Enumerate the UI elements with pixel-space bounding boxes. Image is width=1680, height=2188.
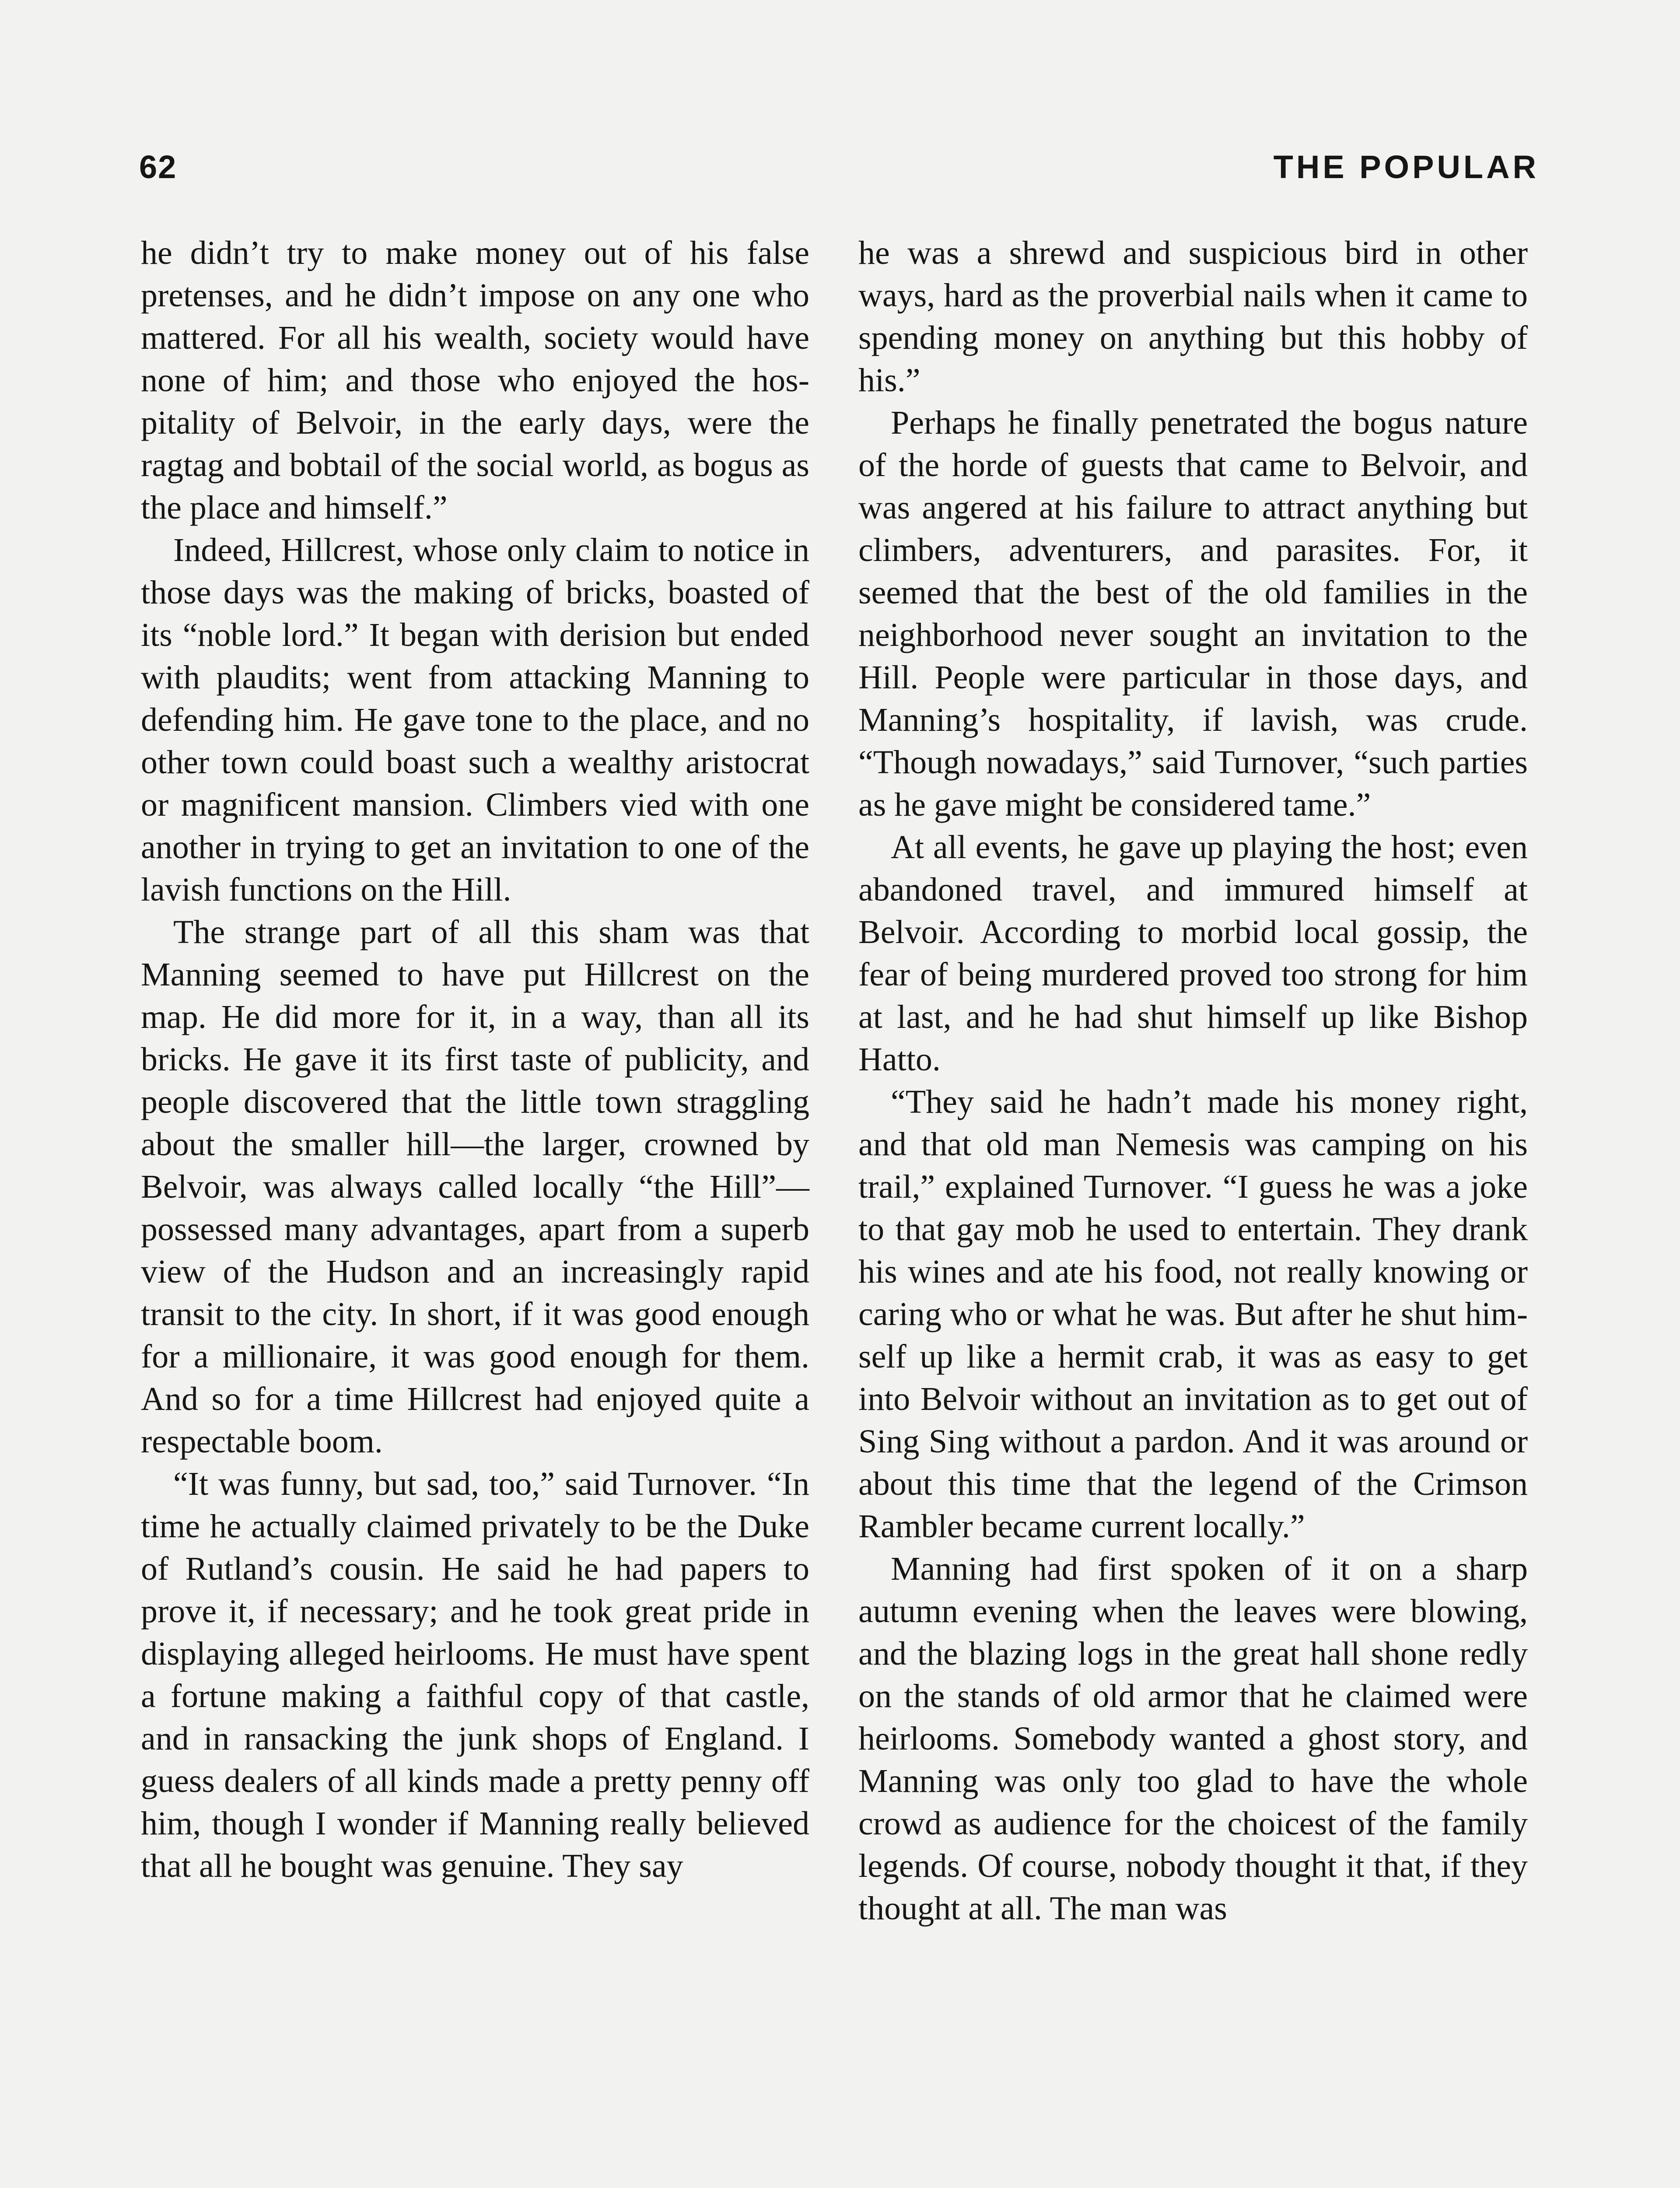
left-column	[141, 232, 809, 1887]
paragraph: The strange part of all this sham was that Manning seemed to have put Hillcrest on the map. He did more for it, in a way, than all its bricks. He gave it its first taste of publicity, and people discovered that the little town straggling about the smaller hill—the larger, crowned by Belvoir, was always called locally “the Hill”—possessed many advantages, apart from a superb view of the Hudson and an increasingly rapid transit to the city. In short, if it was good enough for a millionaire, it was good enough for them. And so for a time Hillcrest had enjoyed quite a respectable boom.	[141, 914, 809, 1460]
paragraph: Indeed, Hillcrest, whose only claim to notice in those days was the making of bricks, boasted of its “noble lord.” It began with derision but ended with plaudits; went from attacking Manning to defending him. He gave tone to the place, and no other town could boast such a wealthy aristocrat or magnificent mansion. Climbers vied with one another in trying to get an invitation to one of the lavish functions on the Hill.	[141, 532, 809, 908]
paragraph: “It was funny, but sad, too,” said Turnover. “In time he actually claimed privately to be the Duke of Rutland’s cousin. He said he had papers to prove it, if necessary; and he took great pride in displaying alleged heirlooms. He must have spent a fortune making a faithful copy of that castle, and in ransacking the junk shops of England. I guess dealers of all kinds made a pretty penny off him, though I wonder if Manning really believed that all he bought was genuine. They say	[141, 1466, 809, 1884]
paragraph: At all events, he gave up playing the host; even abandoned travel, and immured himself at Belvoir. According to morbid local gossip, the fear of being murdered proved too strong for him at last, and he had shut himself up like Bishop Hatto.	[858, 829, 1528, 1078]
paragraph: “They said he hadn’t made his money right, and that old man Nemesis was camping on his trail,” explained Turnover. “I guess he was a joke to that gay mob he used to entertain. They drank his wines and ate his food, not really knowing or caring who or what he was. But after he shut himself up like a hermit crab, it was as easy to get into Belvoir without an invitation as to get out of Sing Sing without a pardon. And it was around or about this time that the legend of the Crimson Rambler became current locally.”	[858, 1083, 1528, 1545]
paragraph: he didn’t try to make money out of his false pretenses, and he didn’t impose on any one who mattered. For all his wealth, society would have none of him; and those who enjoyed the hospitality of Belvoir, in the early days, were the ragtag and bobtail of the social world, as bogus as the place and himself.”	[141, 235, 809, 526]
running-head: THE POPULAR	[1273, 149, 1539, 185]
right-column	[858, 232, 1528, 1930]
paragraph: he was a shrewd and suspicious bird in other ways, hard as the proverbial nails when it came to spending money on anything but this hobby of his.”	[858, 235, 1528, 399]
paragraph: Perhaps he finally penetrated the bogus nature of the horde of guests that came to Belvoir, and was angered at his failure to attract anything but climbers, adventurers, and parasites. For, it seemed that the best of the old families in the neighborhood never sought an invitation to the Hill. People were particular in those days, and Manning’s hospitality, if lavish, was crude. “Though nowadays,” said Turnover, “such parties as he gave might be considered tame.”	[858, 404, 1528, 823]
paragraph: Manning had first spoken of it on a sharp autumn evening when the leaves were blowing, and the blazing logs in the great hall shone redly on the stands of old armor that he claimed were heirlooms. Somebody wanted a ghost story, and Manning was only too glad to have the whole crowd as audience for the choicest of the family legends. Of course, nobody thought it that, if they thought at all. The man was	[858, 1550, 1528, 1927]
page-number: 62	[139, 149, 177, 185]
